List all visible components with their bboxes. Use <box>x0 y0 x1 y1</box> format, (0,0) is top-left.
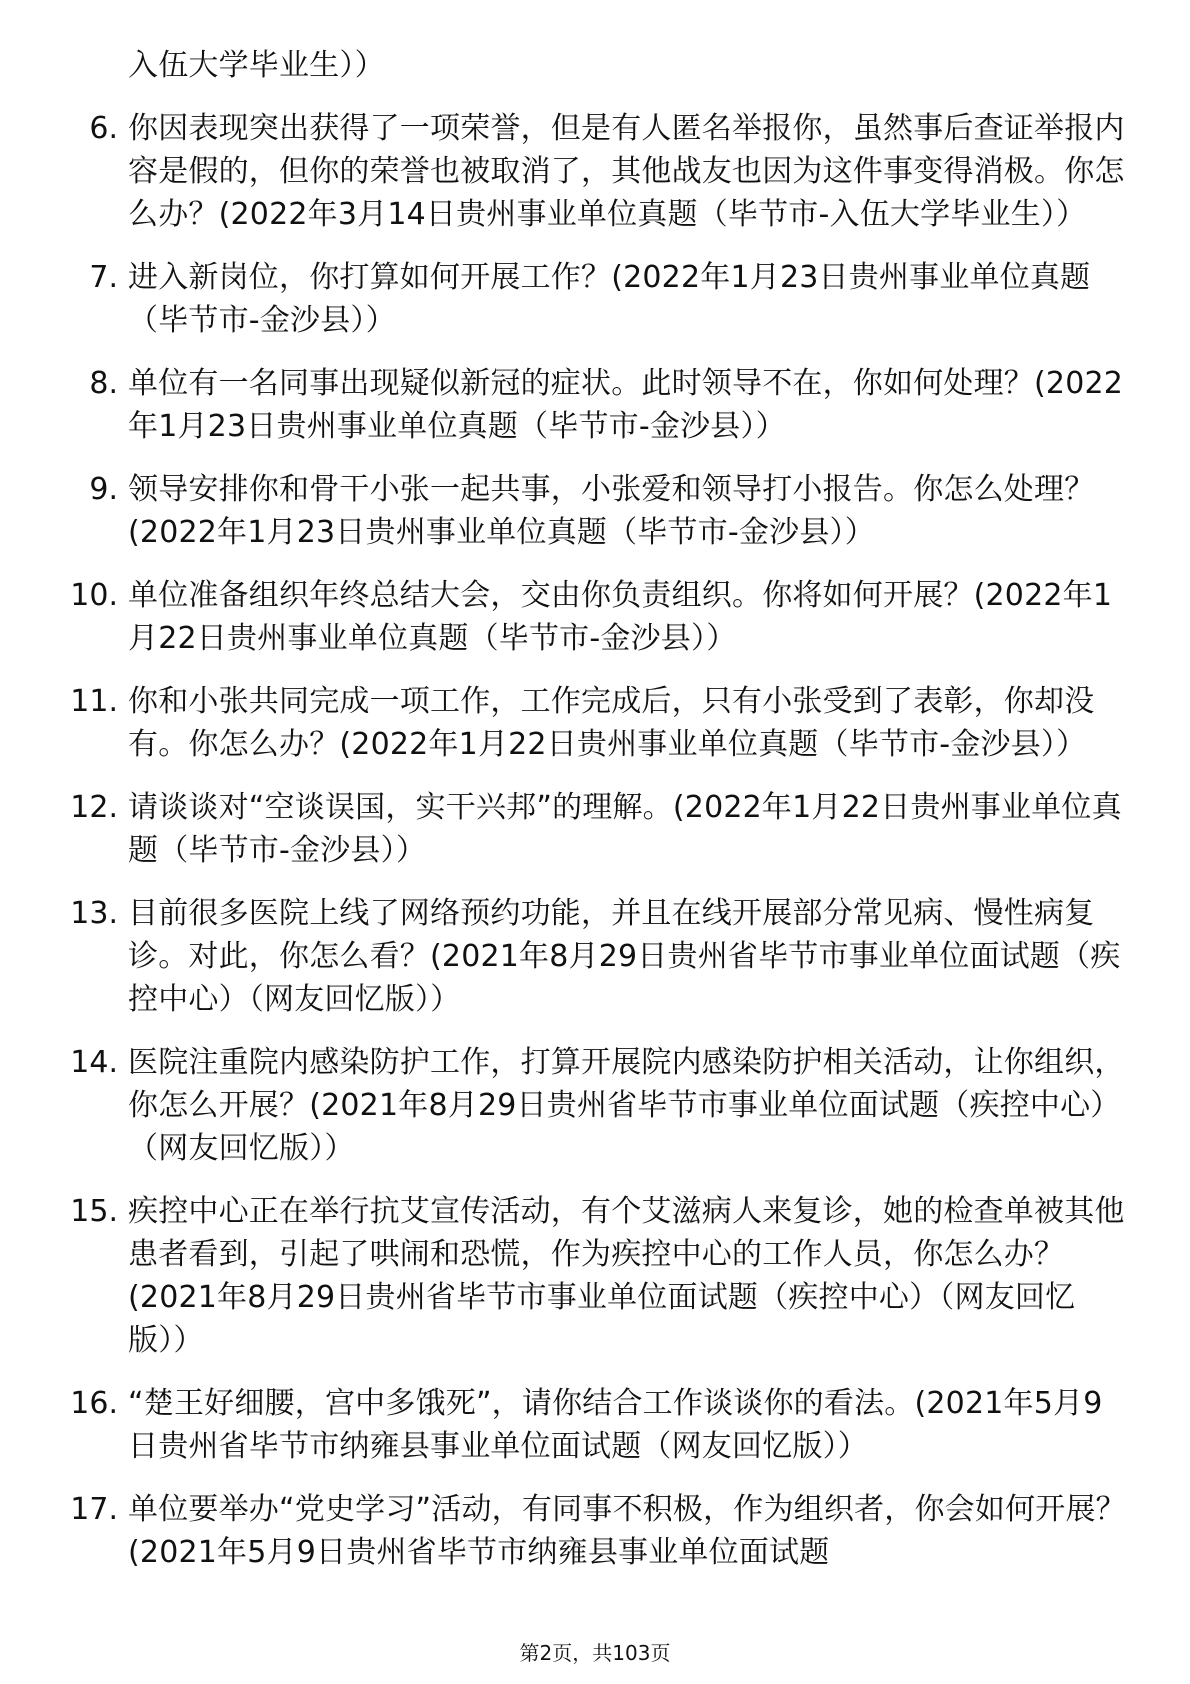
question-list <box>70 44 1130 1594</box>
item-number: 13. <box>70 896 118 931</box>
item-text: 领导安排你和骨干小张一起共事，小张爱和领导打小报告。你怎么处理？(2022年1月23日贵州事业单位真题（毕节市-金沙县）） <box>128 472 1095 550</box>
list-item <box>70 362 1130 448</box>
item-number: 14. <box>70 1045 118 1080</box>
item-text: 疾控中心正在举行抗艾宣传活动，有个艾滋病人来复诊，她的检查单被其他患者看到，引起了哄闹和恐慌，作为疾控中心的工作人员，你怎么办？(2021年8月29日贵州省毕节市事业单位面试题（疾控中心）（网友回忆版）） <box>128 1194 1125 1358</box>
item-text: 入伍大学毕业生）） <box>128 48 385 83</box>
item-text: 你因表现突出获得了一项荣誉，但是有人匿名举报你，虽然事后查证举报内容是假的，但你的荣誉也被取消了，其他战友也因为这件事变得消极。你怎么办？(2022年3月14日贵州事业单位真题（毕节市-入伍大学毕业生）） <box>128 111 1125 232</box>
list-item <box>70 1488 1130 1574</box>
item-text: 单位有一名同事出现疑似新冠的症状。此时领导不在，你如何处理？(2022年1月23日贵州事业单位真题（毕节市-金沙县）） <box>128 366 1124 444</box>
list-item <box>70 1190 1130 1362</box>
list-item <box>70 468 1130 554</box>
item-text: 目前很多医院上线了网络预约功能，并且在线开展部分常见病、慢性病复诊。对此，你怎么看？(2021年8月29日贵州省毕节市事业单位面试题（疾控中心）（网友回忆版）） <box>128 896 1121 1017</box>
item-number: 8. <box>89 366 118 401</box>
list-item <box>70 1382 1130 1468</box>
item-number: 10. <box>70 578 118 613</box>
list-item <box>70 107 1130 236</box>
list-item <box>70 786 1130 872</box>
list-item <box>70 574 1130 660</box>
item-text: 单位准备组织年终总结大会，交由你负责组织。你将如何开展？(2022年1月22日贵州事业单位真题（毕节市-金沙县）） <box>128 578 1113 656</box>
item-text: “楚王好细腰，宫中多饿死”，请你结合工作谈谈你的看法。(2021年5月9日贵州省毕节市纳雍县事业单位面试题（网友回忆版）） <box>128 1386 1103 1464</box>
item-number: 15. <box>70 1194 118 1229</box>
page-footer: 第2页，共103页 <box>519 1641 671 1665</box>
item-text: 请谈谈对“空谈误国，实干兴邦”的理解。(2022年1月22日贵州事业单位真题（毕节市-金沙县）） <box>128 790 1122 868</box>
item-text: 单位要举办“党史学习”活动，有同事不积极，作为组织者，你会如何开展？(2021年5月9日贵州省毕节市纳雍县事业单位面试题 <box>128 1492 1126 1570</box>
list-item <box>70 1041 1130 1170</box>
item-text: 你和小张共同完成一项工作，工作完成后，只有小张受到了表彰，你却没有。你怎么办？(2022年1月22日贵州事业单位真题（毕节市-金沙县）） <box>128 684 1095 762</box>
item-number: 16. <box>70 1386 118 1421</box>
list-item <box>70 680 1130 766</box>
list-item-continuation <box>70 44 1130 87</box>
item-number: 9. <box>89 472 118 507</box>
item-number: 6. <box>89 111 118 146</box>
item-number: 11. <box>70 684 118 719</box>
list-item <box>70 892 1130 1021</box>
item-text: 医院注重院内感染防护工作，打算开展院内感染防护相关活动，让你组织，你怎么开展？(2021年8月29日贵州省毕节市事业单位面试题（疾控中心）（网友回忆版）） <box>128 1045 1125 1166</box>
list-item <box>70 256 1130 342</box>
item-number: 12. <box>70 790 118 825</box>
item-number: 17. <box>70 1492 118 1527</box>
item-text: 进入新岗位，你打算如何开展工作？(2022年1月23日贵州事业单位真题（毕节市-金沙县）） <box>128 260 1091 338</box>
item-number: 7. <box>89 260 118 295</box>
